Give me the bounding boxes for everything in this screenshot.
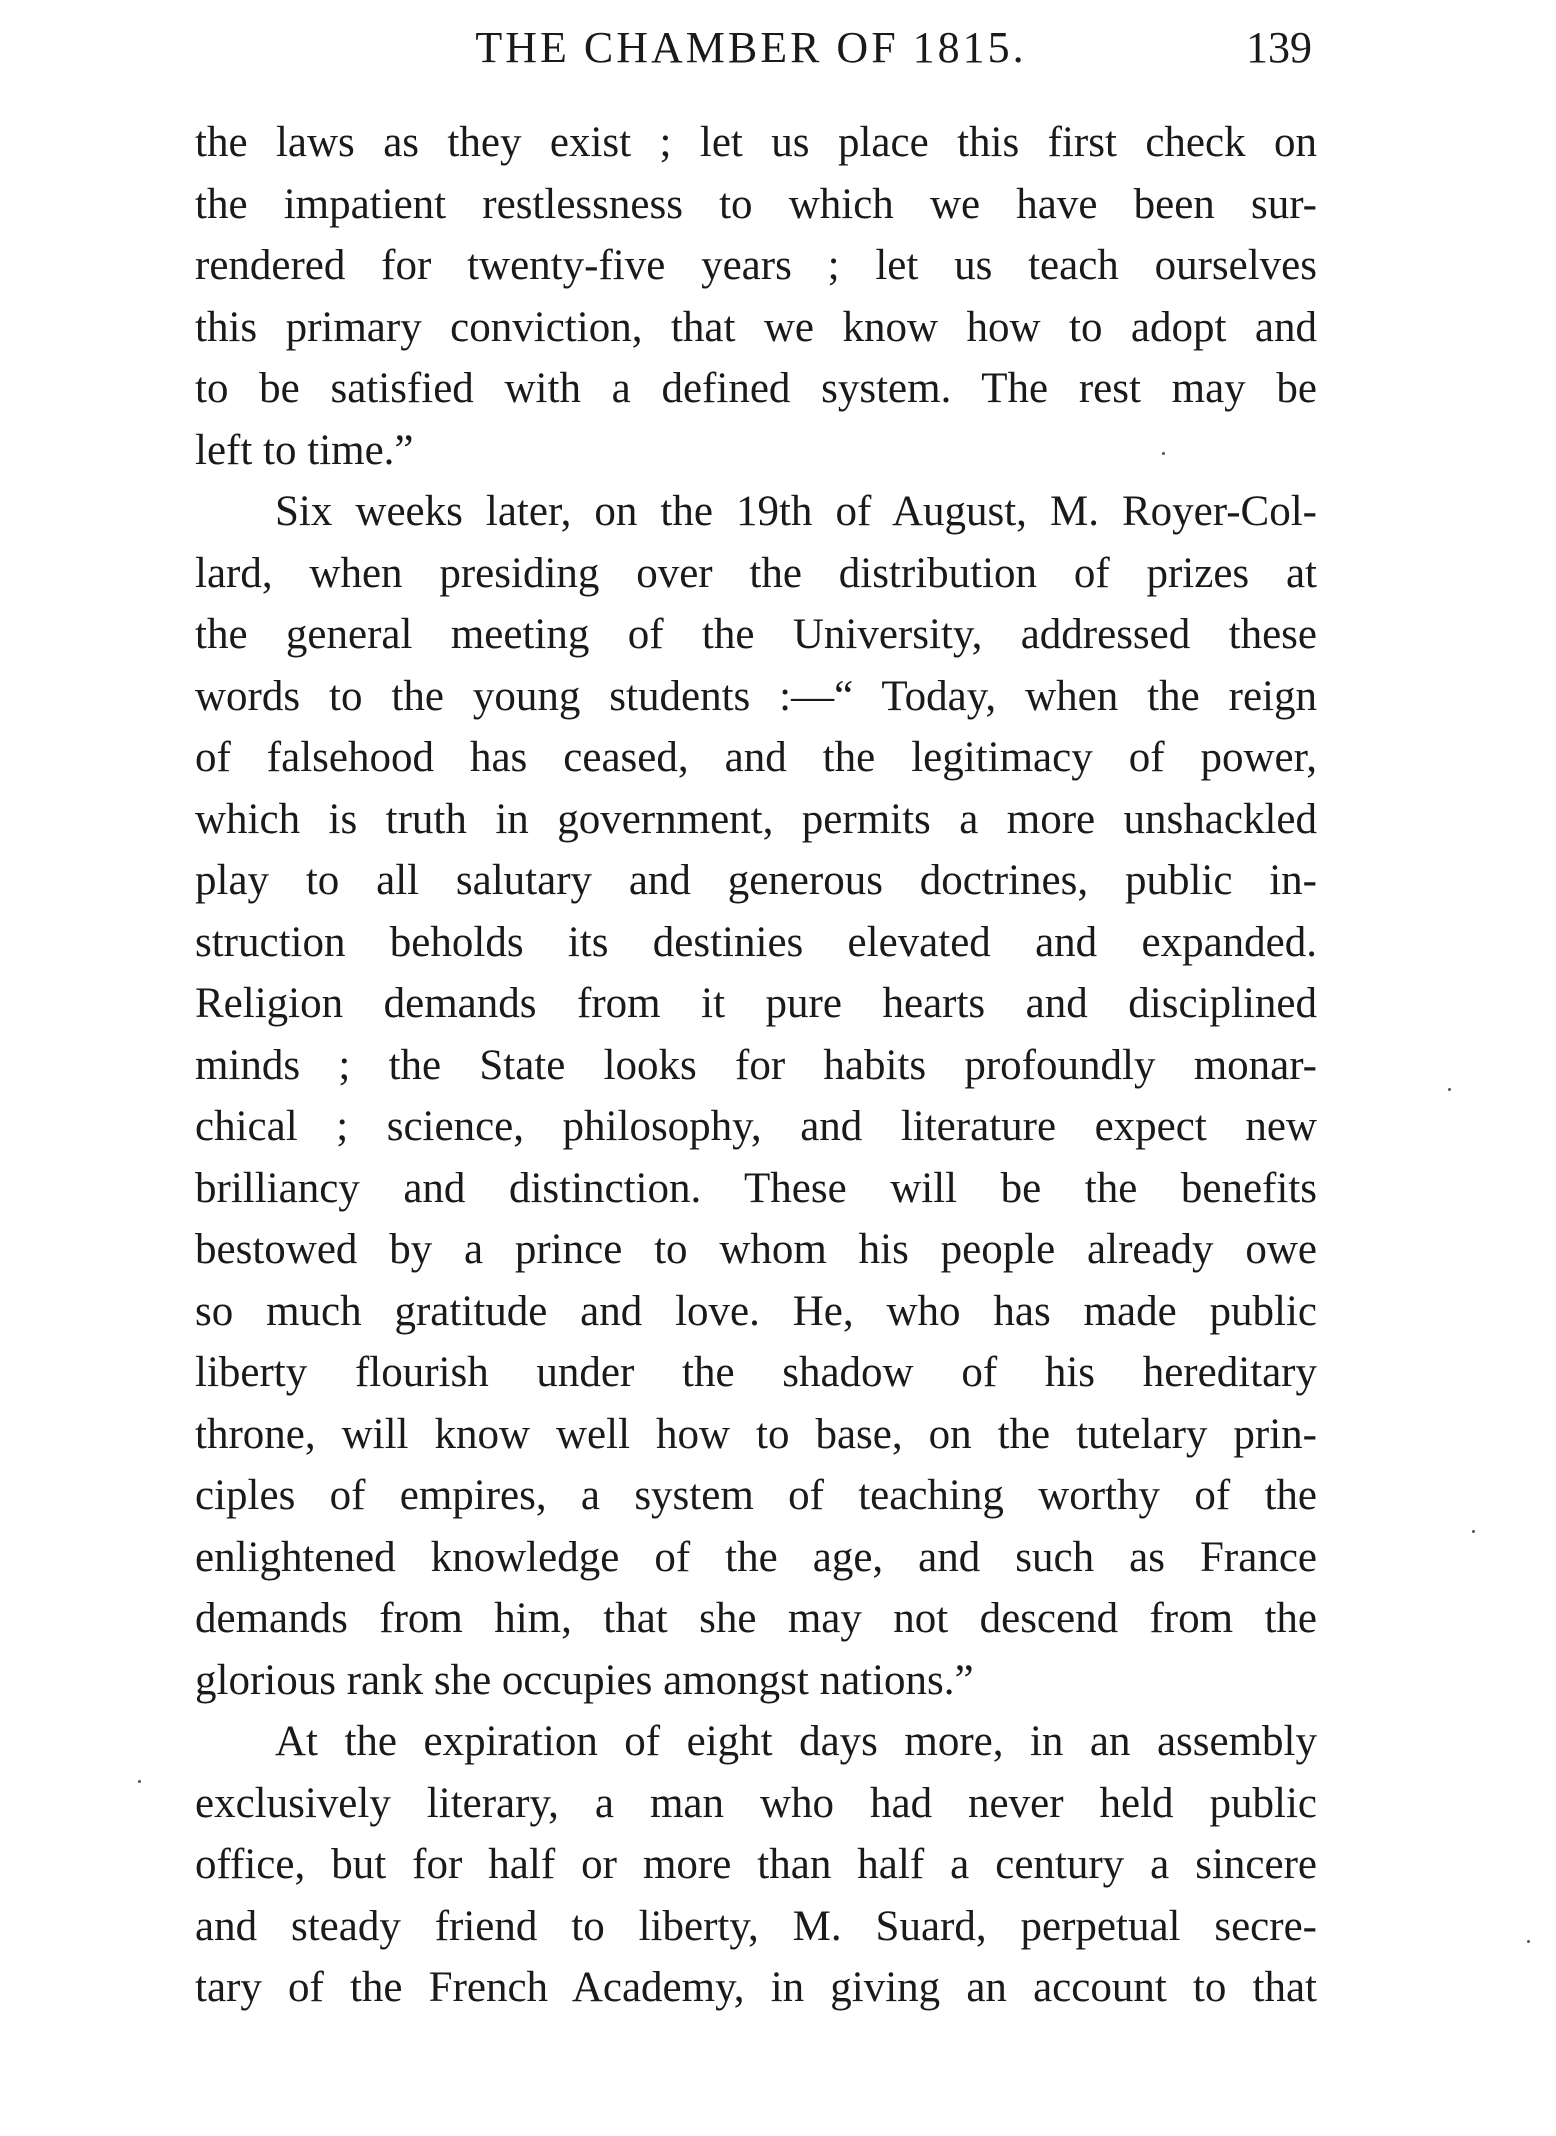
text-line: the laws as they exist ; let us place this first check on <box>195 119 1317 166</box>
text-line: glorious rank she occupies amongst nations.” <box>195 1656 974 1704</box>
paragraph-1 <box>195 112 1317 481</box>
paper-speck <box>1527 1940 1530 1943</box>
text-line: ciples of empires, a system of teaching worthy of the <box>195 1472 1317 1519</box>
text-line: tary of the French Academy, in giving an account to that <box>195 1964 1317 2011</box>
text-line: and steady friend to liberty, M. Suard, perpetual secre- <box>195 1902 1317 1950</box>
paper-speck <box>1162 452 1165 455</box>
text-line: brilliancy and distinction. These will be the benefits <box>195 1164 1317 1212</box>
page-number: 139 <box>1246 23 1312 72</box>
paper-speck <box>1448 1088 1451 1091</box>
text-line: Religion demands from it pure hearts and disciplined <box>195 980 1317 1027</box>
running-title: THE CHAMBER OF 1815. <box>475 23 1027 72</box>
text-line: struction beholds its destinies elevated and expanded. <box>195 918 1317 966</box>
text-line: to be satisfied with a defined system. The rest may be <box>195 365 1317 412</box>
text-line: the impatient restlessness to which we have been sur- <box>195 180 1317 228</box>
text-line: enlightened knowledge of the age, and such as France <box>195 1533 1317 1581</box>
text-line: words to the young students :—“ Today, when the reign <box>195 672 1317 720</box>
text-line: demands from him, that she may not descend from the <box>195 1595 1317 1642</box>
text-line: play to all salutary and generous doctrines, public in- <box>195 857 1317 904</box>
text-line: throne, will know well how to base, on the tutelary prin- <box>195 1410 1317 1458</box>
body-text <box>195 112 1317 2019</box>
text-line: office, but for half or more than half a century a sincere <box>195 1841 1317 1888</box>
text-line: exclusively literary, a man who had never held public <box>195 1779 1317 1827</box>
text-line: the general meeting of the University, addressed these <box>195 611 1317 658</box>
running-head <box>190 18 1312 78</box>
text-line: Six weeks later, on the 19th of August, M. Royer-Col- <box>275 488 1317 535</box>
text-line: lard, when presiding over the distribution of prizes at <box>195 549 1317 597</box>
text-line: so much gratitude and love. He, who has made public <box>195 1287 1317 1335</box>
paragraph-2 <box>195 481 1317 1711</box>
text-line: bestowed by a prince to whom his people already owe <box>195 1226 1317 1273</box>
text-line: At the expiration of eight days more, in an assembly <box>275 1718 1317 1765</box>
text-line: chical ; science, philosophy, and literature expect new <box>195 1103 1317 1150</box>
text-line: this primary conviction, that we know how to adopt and <box>195 303 1317 351</box>
text-line: liberty flourish under the shadow of his hereditary <box>195 1349 1317 1396</box>
paragraph-3 <box>195 1711 1317 2019</box>
text-line: of falsehood has ceased, and the legitimacy of power, <box>195 734 1317 781</box>
text-line: rendered for twenty-five years ; let us teach ourselves <box>195 242 1317 289</box>
paper-speck <box>138 1780 141 1783</box>
text-line: left to time.” <box>195 426 414 474</box>
text-line: minds ; the State looks for habits profoundly monar- <box>195 1041 1317 1089</box>
paper-speck <box>1472 1530 1475 1533</box>
text-line: which is truth in government, permits a more unshackled <box>195 795 1317 843</box>
